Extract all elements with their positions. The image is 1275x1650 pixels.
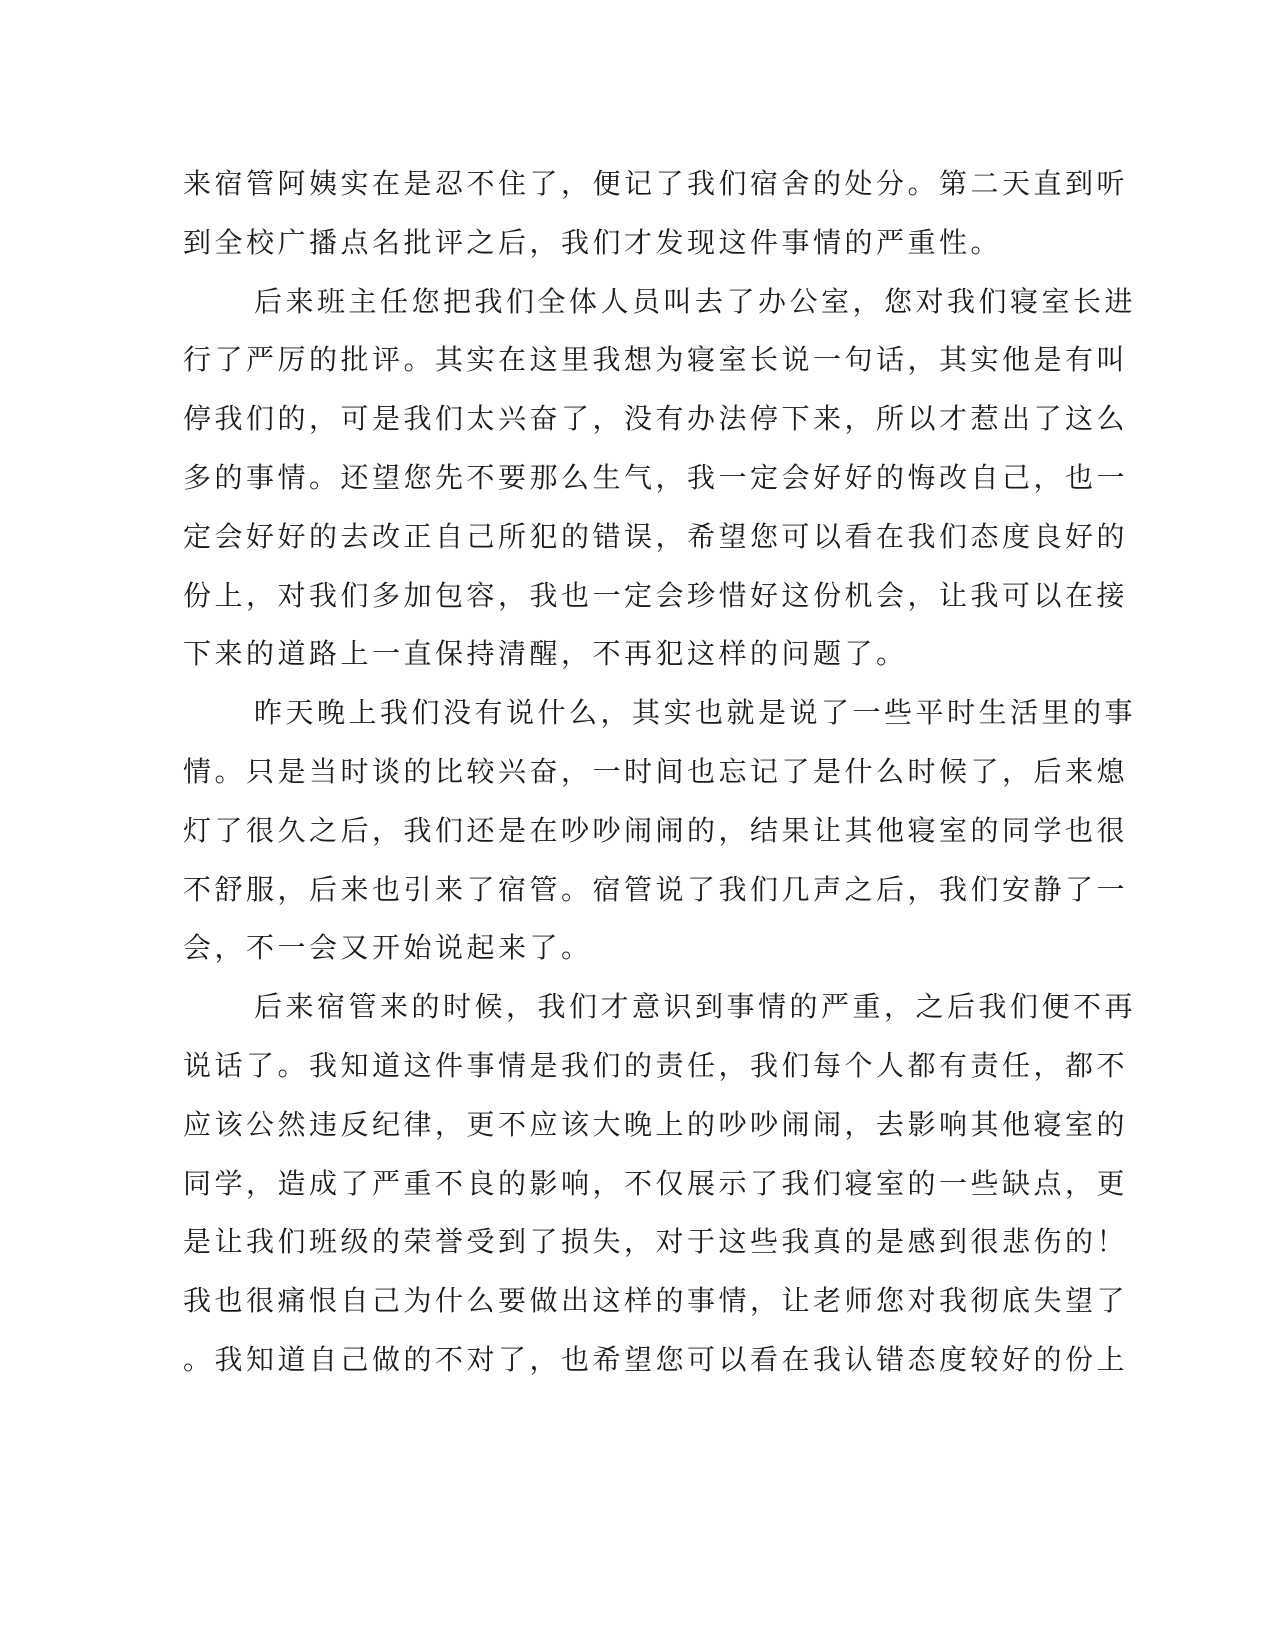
text-line: 份上，对我们多加包容，我也一定会珍惜好这份机会，让我可以在接 [183,578,1129,612]
body-text [183,155,1137,1390]
text-line: 不舒服，后来也引来了宿管。宿管说了我们几声之后，我们安静了一 [183,872,1129,906]
text-line: 会，不一会又开始说起来了。 [183,931,593,965]
text-line: 我也很痛恨自己为什么要做出这样的事情，让老师您对我彻底失望了 [183,1284,1129,1318]
text-line: 到全校广播点名批评之后，我们才发现这件事情的严重性。 [183,225,1003,259]
text-line: 多的事情。还望您先不要那么生气，我一定会好好的悔改自己，也一 [183,460,1129,494]
paragraph-start-line: 后来宿管来的时候，我们才意识到事情的严重，之后我们便不再 [254,990,1137,1024]
text-line: 。我知道自己做的不对了，也希望您可以看在我认错态度较好的份上 [183,1342,1129,1376]
text-line: 同学，造成了严重不良的影响，不仅展示了我们寝室的一些缺点，更 [183,1166,1129,1200]
paragraph-start-line: 后来班主任您把我们全体人员叫去了办公室，您对我们寝室长进 [254,284,1137,318]
text-line: 来宿管阿姨实在是忍不住了，便记了我们宿舍的处分。第二天直到听 [183,167,1129,200]
text-line: 情。只是当时谈的比较兴奋，一时间也忘记了是什么时候了，后来熄 [183,754,1129,788]
text-line: 应该公然违反纪律，更不应该大晚上的吵吵闹闹，去影响其他寝室的 [183,1107,1129,1141]
text-line: 说话了。我知道这件事情是我们的责任，我们每个人都有责任，都不 [183,1048,1129,1082]
text-line: 下来的道路上一直保持清醒，不再犯这样的问题了。 [183,637,908,671]
paragraph-start-line: 昨天晚上我们没有说什么，其实也就是说了一些平时生活里的事 [254,696,1137,730]
text-line: 行了严厉的批评。其实在这里我想为寝室长说一句话，其实他是有叫 [183,343,1129,377]
text-line: 灯了很久之后，我们还是在吵吵闹闹的，结果让其他寝室的同学也很 [183,813,1129,847]
text-line: 是让我们班级的荣誉受到了损失，对于这些我真的是感到很悲伤的！ [183,1225,1129,1259]
text-line: 定会好好的去改正自己所犯的错误，希望您可以看在我们态度良好的 [183,519,1129,553]
text-line: 停我们的，可是我们太兴奋了，没有办法停下来，所以才惹出了这么 [183,402,1129,436]
